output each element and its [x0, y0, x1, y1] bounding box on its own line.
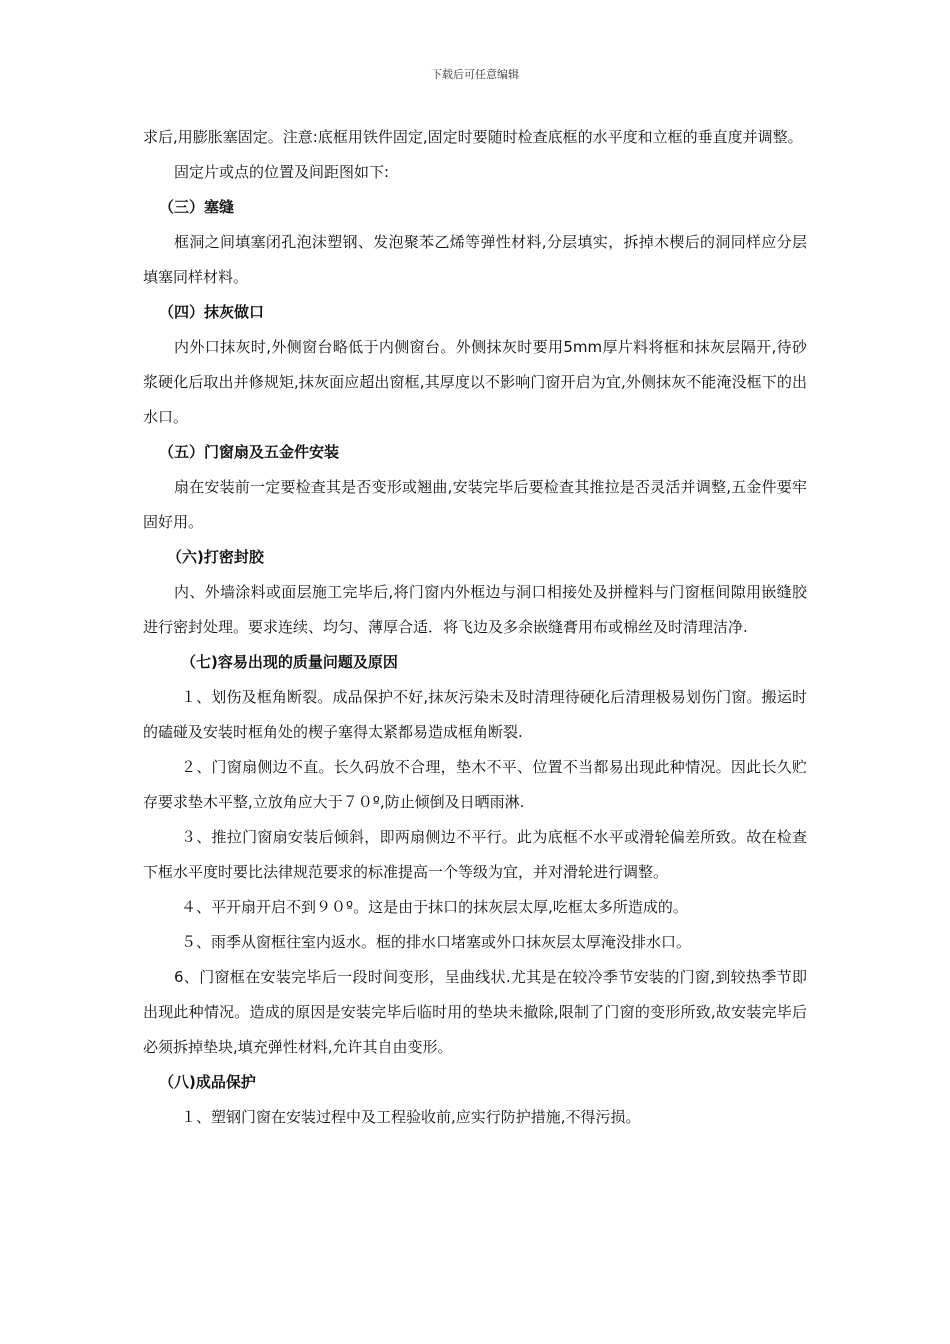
section-heading: （三）塞缝: [159, 198, 235, 216]
body-paragraph: 框洞之间填塞闭孔泡沫塑钢、发泡聚苯乙烯等弹性材料,分层填实，拆掉木楔后的洞同样应分层填塞同样材料。: [143, 233, 807, 286]
list-item: ２、门窗扇侧边不直。长久码放不合理，垫木不平、位置不当都易出现此种情况。因此长久贮存要求垫木平整,立放角应大于７０º,防止倾倒及日晒雨淋.: [143, 758, 807, 811]
body-paragraph: 内、外墙涂料或面层施工完毕后,将门窗内外框边与洞口相接处及拼樘料与门窗框间隙用嵌缝胶进行密封处理。要求连续、均匀、薄厚合适．将飞边及多余嵌缝膏用布或棉丝及时清理洁净.: [143, 583, 807, 636]
body-paragraph: 求后,用膨胀塞固定。注意:底框用铁件固定,固定时要随时检查底框的水平度和立框的垂直度并调整。: [143, 128, 803, 146]
list-item: １、塑钢门窗在安装过程中及工程验收前,应实行防护措施,不得污损。: [181, 1108, 641, 1126]
list-item: 6、门窗框在安装完毕后一段时间变形，呈曲线状.尤其是在较冷季节安装的门窗,到较热季节即出现此种情况。造成的原因是安装完毕后临时用的垫块未撤除,限制了门窗的变形所致,故安装完毕后必须拆掉垫块,填充弹性材料,允许其自由变形。: [143, 968, 807, 1056]
body-paragraph: 固定片或点的位置及间距图如下:: [174, 163, 390, 181]
section-heading: （七)容易出现的质量问题及原因: [181, 653, 398, 671]
body-paragraph: 内外口抹灰时,外侧窗台略低于内侧窗台。外侧抹灰时要用5mm厚片料将框和抹灰层隔开,待砂浆硬化后取出并修规矩,抹灰面应超出窗框,其厚度以不影响门窗开启为宜,外侧抹灰不能淹没框下的出水口。: [143, 338, 807, 426]
list-item: ４、平开扇开启不到９０º。这是由于抹口的抹灰层太厚,吃框太多所造成的。: [181, 898, 688, 916]
section-heading: （五）门窗扇及五金件安装: [159, 443, 340, 461]
list-item: ３、推拉门窗扇安装后倾斜，即两扇侧边不平行。此为底框不水平或滑轮偏差所致。故在检查下框水平度时要比法律规范要求的标准提高一个等级为宜，并对滑轮进行调整。: [143, 828, 807, 881]
body-paragraph: 扇在安装前一定要检查其是否变形或翘曲,安装完毕后要检查其推拉是否灵活并调整,五金件要牢固好用。: [143, 478, 807, 531]
section-heading: （八)成品保护: [159, 1073, 256, 1091]
section-heading: （六)打密封胶: [167, 548, 264, 566]
document-body: [143, 120, 807, 1135]
page-header: 下载后可任意编辑: [431, 68, 519, 81]
section-heading: （四）抹灰做口: [159, 303, 265, 321]
list-item: １、划伤及框角断裂。成品保护不好,抹灰污染未及时清理待硬化后清理极易划伤门窗。搬运时的磕碰及安装时框角处的楔子塞得太紧都易造成框角断裂.: [143, 688, 807, 741]
list-item: ５、雨季从窗框往室内返水。框的排水口堵塞或外口抹灰层太厚淹没排水口。: [181, 933, 692, 951]
